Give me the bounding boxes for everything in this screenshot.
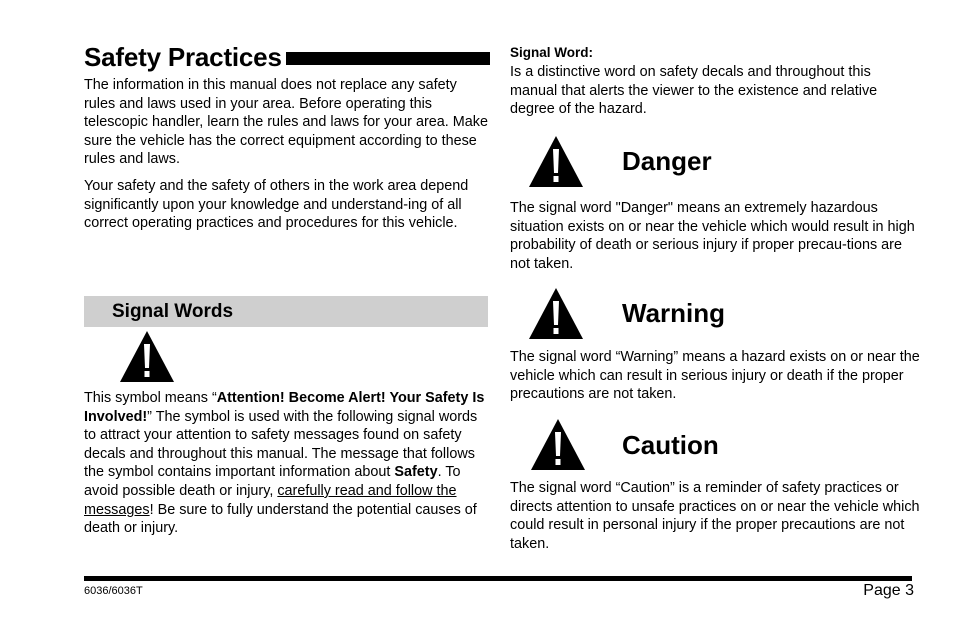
signal-word-heading: Signal Word: — [510, 45, 593, 60]
danger-title: Danger — [622, 146, 712, 176]
intro-paragraph-1: The information in this manual does not replace any safety rules and laws used in your area. Before operating this telescopic handler, learn the rules and laws for your area. Make sure the vehicle has the correct equipment according to these rules and laws. — [84, 77, 488, 168]
footer-rule — [84, 576, 912, 581]
signal-word-definition — [510, 44, 920, 119]
caution-alert-triangle-icon — [530, 418, 586, 471]
intro-paragraph-2: Your safety and the safety of others in the work area depend significantly upon your knowledge and understand-ing of all correct operating practices and procedures for this vehicle. — [84, 177, 469, 232]
title-rule — [286, 52, 490, 65]
warning-text: The signal word “Warning” means a hazard exists on or near the vehicle which can result in serious injury or death if the proper precautions are not taken. — [510, 349, 920, 403]
signal-words-heading: Signal Words — [112, 301, 234, 322]
symbol-text-bold-safety: Safety — [394, 464, 438, 481]
page-title: Safety Practices — [84, 42, 282, 72]
left-column — [84, 42, 490, 233]
symbol-text-part-1: This symbol means “ — [84, 390, 217, 406]
warning-alert-triangle-icon — [528, 287, 584, 340]
warning-title: Warning — [622, 298, 726, 328]
caution-title: Caution — [622, 430, 719, 460]
page-title-row — [84, 42, 490, 72]
symbol-text-part-4: ! Be sure to fully understand the potential causes of death or injury. — [84, 501, 477, 537]
danger-text: The signal word "Danger" means an extremely hazardous situation exists on or near the vehicle which would result in high probability of death or serious injury if proper precau-tions are not taken. — [510, 200, 915, 272]
caution-text: The signal word “Caution” is a reminder of safety practices or directs attention to unsafe practices on or near the vehicle which could result in personal injury if the proper precautions are not taken. — [510, 480, 920, 552]
footer-page-number: Page 3 — [863, 582, 914, 599]
signal-word-text: Is a distinctive word on safety decals and throughout this manual that alerts the viewer to the existence and relative degree of the hazard. — [510, 64, 878, 118]
symbol-text-bold-attention: Attention! Become Alert! Your Safety Is Involved! — [84, 390, 485, 425]
footer-model: 6036/6036T — [84, 585, 143, 597]
alert-triangle-icon — [119, 330, 175, 383]
symbol-text-part-3: . To avoid possible death or injury, — [84, 464, 461, 499]
symbol-text-underlined: carefully read and follow the messages — [84, 482, 457, 518]
signal-words-section-bar — [84, 296, 488, 327]
danger-alert-triangle-icon — [528, 135, 584, 188]
symbol-explanation — [84, 389, 490, 538]
symbol-text-part-2: ” The symbol is used with the following signal words to attract your attention to safety messages found on safety decals and throughout this manual. The message that follows the symbol contains important information about — [84, 408, 478, 481]
